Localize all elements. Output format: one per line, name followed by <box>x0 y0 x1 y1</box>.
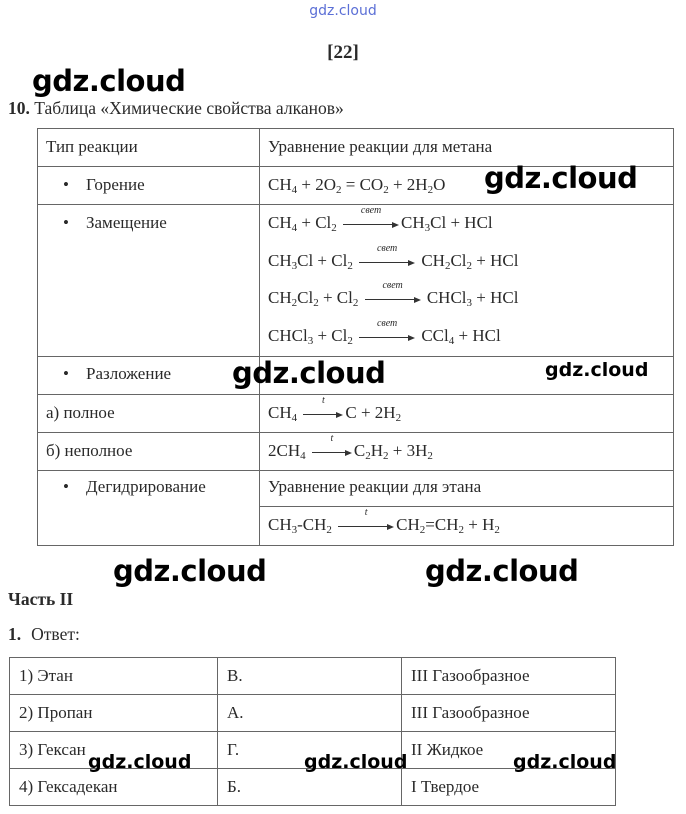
reaction-arrow: свет <box>343 215 399 227</box>
reaction-type-full: а) полное <box>38 395 260 433</box>
reaction-arrow: t <box>303 405 343 417</box>
watermark: gdz.cloud <box>232 356 386 390</box>
header-equation-methane: Уравнение реакции для метана <box>260 129 674 167</box>
reaction-type-partial: б) неполное <box>38 433 260 471</box>
answer-letter: В. <box>218 658 402 695</box>
bullet: • <box>63 477 69 496</box>
table-row-full-decomposition <box>38 395 674 433</box>
answer-letter: А. <box>218 695 402 732</box>
equation-substitution-1: $CH_4 + Cl_2$ свет $CH_3Cl$ + HCl <box>268 205 493 234</box>
reaction-type-combustion <box>38 167 260 205</box>
task-title <box>8 98 344 119</box>
answer-name: 3) Гексан <box>10 732 218 769</box>
question-1-answer-label <box>8 624 80 645</box>
reaction-arrow: t <box>338 517 394 529</box>
table-row <box>10 769 616 806</box>
reaction-arrow: свет <box>359 253 415 265</box>
page-number: [22] <box>327 42 359 63</box>
reaction-type-label: Дегидрирование <box>86 477 206 496</box>
header-reaction-type: Тип реакции <box>38 129 260 167</box>
table-row-substitution <box>38 205 674 357</box>
table-row-dehydrogenation <box>38 471 674 507</box>
reaction-type-dehydrogenation <box>38 471 260 546</box>
watermark: gdz.cloud <box>113 554 267 588</box>
watermark: gdz.cloud <box>32 64 186 98</box>
equation-combustion: $CH_4 + 2O_2 = CO_2 + 2H_2O$ <box>260 167 674 205</box>
table-row <box>10 695 616 732</box>
reaction-arrow: свет <box>365 290 421 302</box>
answer-state: I Твердое <box>402 769 616 806</box>
equation-substitution-3: $CH_2Cl_2 + Cl_2$ свет CHCl$_3$ + HCl <box>268 280 519 309</box>
watermark: gdz.cloud <box>425 554 579 588</box>
answer-state: III Газообразное <box>402 695 616 732</box>
answer-label: Ответ: <box>31 624 80 644</box>
answers-table <box>9 657 616 806</box>
watermark-top: gdz.cloud <box>309 3 377 19</box>
watermark: gdz.cloud <box>545 359 649 381</box>
watermark: gdz.cloud <box>484 161 638 195</box>
answer-state: II Жидкое <box>402 732 616 769</box>
task-title-text: Таблица «Химические свойства алканов» <box>34 98 344 118</box>
equation-substitution-2: $CH_3Cl + Cl_2$ свет $CH_2Cl_2$ + HCl <box>268 242 519 272</box>
reaction-arrow: t <box>312 443 352 455</box>
equations-substitution <box>260 205 674 357</box>
bullet: • <box>63 175 69 194</box>
task-number: 10. <box>8 98 30 118</box>
reaction-type-label: Горение <box>86 175 145 194</box>
answer-state: III Газообразное <box>402 658 616 695</box>
watermark: gdz.cloud <box>304 751 408 773</box>
part-2-title: Часть II <box>8 589 74 609</box>
equation-dehydrogenation: $CH_3-CH_2$ t $CH_2=CH_2 + H_2$ <box>260 507 674 546</box>
reaction-type-substitution <box>38 205 260 357</box>
watermark: gdz.cloud <box>513 751 617 773</box>
reaction-type-label: Замещение <box>86 213 167 232</box>
question-number: 1. <box>8 624 22 644</box>
answer-name: 1) Этан <box>10 658 218 695</box>
bullet: • <box>63 364 69 383</box>
equation-partial-decomposition: $2CH_4$ t $C_2H_2 + 3H_2$ <box>260 433 674 471</box>
reaction-type-label: Разложение <box>86 364 172 383</box>
bullet: • <box>63 213 69 232</box>
equation-full-decomposition: $CH_4$ t $C + 2H_2$ <box>260 395 674 433</box>
answer-name: 2) Пропан <box>10 695 218 732</box>
table-row-partial-decomposition <box>38 433 674 471</box>
answer-letter: Г. <box>218 732 402 769</box>
reaction-arrow: свет <box>359 328 415 340</box>
equation-substitution-4: CHCl$_3$ + $Cl_2$ свет CCl$_4$ + HCl <box>268 317 501 347</box>
table-row <box>10 658 616 695</box>
header-equation-ethane: Уравнение реакции для этана <box>260 471 674 507</box>
reaction-type-decomposition <box>38 357 260 395</box>
answer-letter: Б. <box>218 769 402 806</box>
watermark: gdz.cloud <box>88 751 192 773</box>
answer-name: 4) Гексадекан <box>10 769 218 806</box>
